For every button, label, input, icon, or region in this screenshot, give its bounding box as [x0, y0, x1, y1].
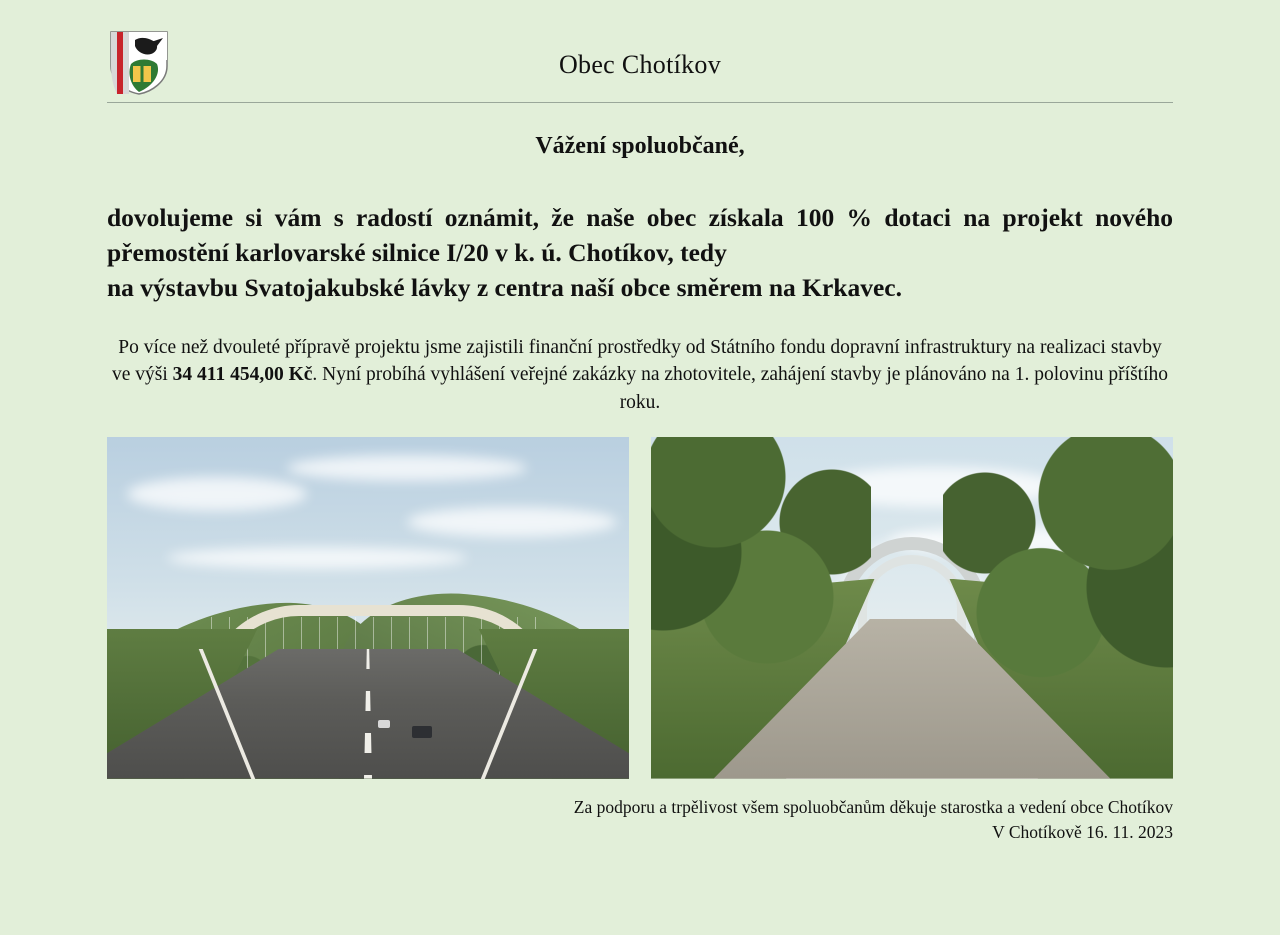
lead-paragraph [107, 200, 1173, 306]
car-far [378, 720, 390, 728]
cloud-shape [407, 507, 617, 537]
body-text-part-2: . Nyní probíhá vyhlášení veřejné zakázky na zhotovitele, zahájení stavby je plánováno na 1. polovinu příštího roku. [312, 364, 1168, 413]
page-footer [107, 795, 1173, 846]
cloud-shape [287, 455, 527, 481]
footer-place-date: V Chotíkově 16. 11. 2023 [992, 822, 1173, 842]
page-title: Obec Chotíkov [558, 50, 722, 79]
render-bridge-over-road [107, 437, 629, 779]
announcement-page [0, 30, 1280, 935]
render-footbridge-path [651, 437, 1173, 779]
footer-thanks: Za podporu a trpělivost všem spoluobčanům děkuje starostka a vedení obce Chotíkov [573, 796, 1173, 817]
image-gallery [107, 437, 1173, 779]
header-divider [107, 102, 1173, 103]
funding-amount: 34 411 454,00 Kč [172, 364, 313, 386]
body-text-part-1: Po více než dvouleté přípravě projektu jsme zajistili finanční prostředky od Státního fondu dopravní infrastruktury na realizaci stavby ve výši [111, 336, 1162, 386]
body-paragraph [107, 334, 1173, 417]
coat-of-arms-icon [107, 30, 171, 96]
salutation-text: Vážení spoluobčané, [535, 133, 745, 159]
trees-left [651, 437, 871, 717]
cloud-shape [167, 547, 467, 569]
lead-line-2: na projekt nového přemostění karlovarské silnice I/20 v k. ú. Chotíkov, tedy [107, 203, 1174, 268]
trees-right [943, 437, 1173, 747]
cloud-shape [127, 477, 307, 511]
lead-line-3: na výstavbu Svatojakubské lávky z centra naší obce směrem na Krkavec. [107, 273, 902, 303]
car-near [412, 726, 432, 738]
page-header [107, 30, 1173, 100]
lead-line-1: dovolujeme si vám s radostí oznámit, že naše obec získala 100 % dotaci [107, 203, 951, 232]
